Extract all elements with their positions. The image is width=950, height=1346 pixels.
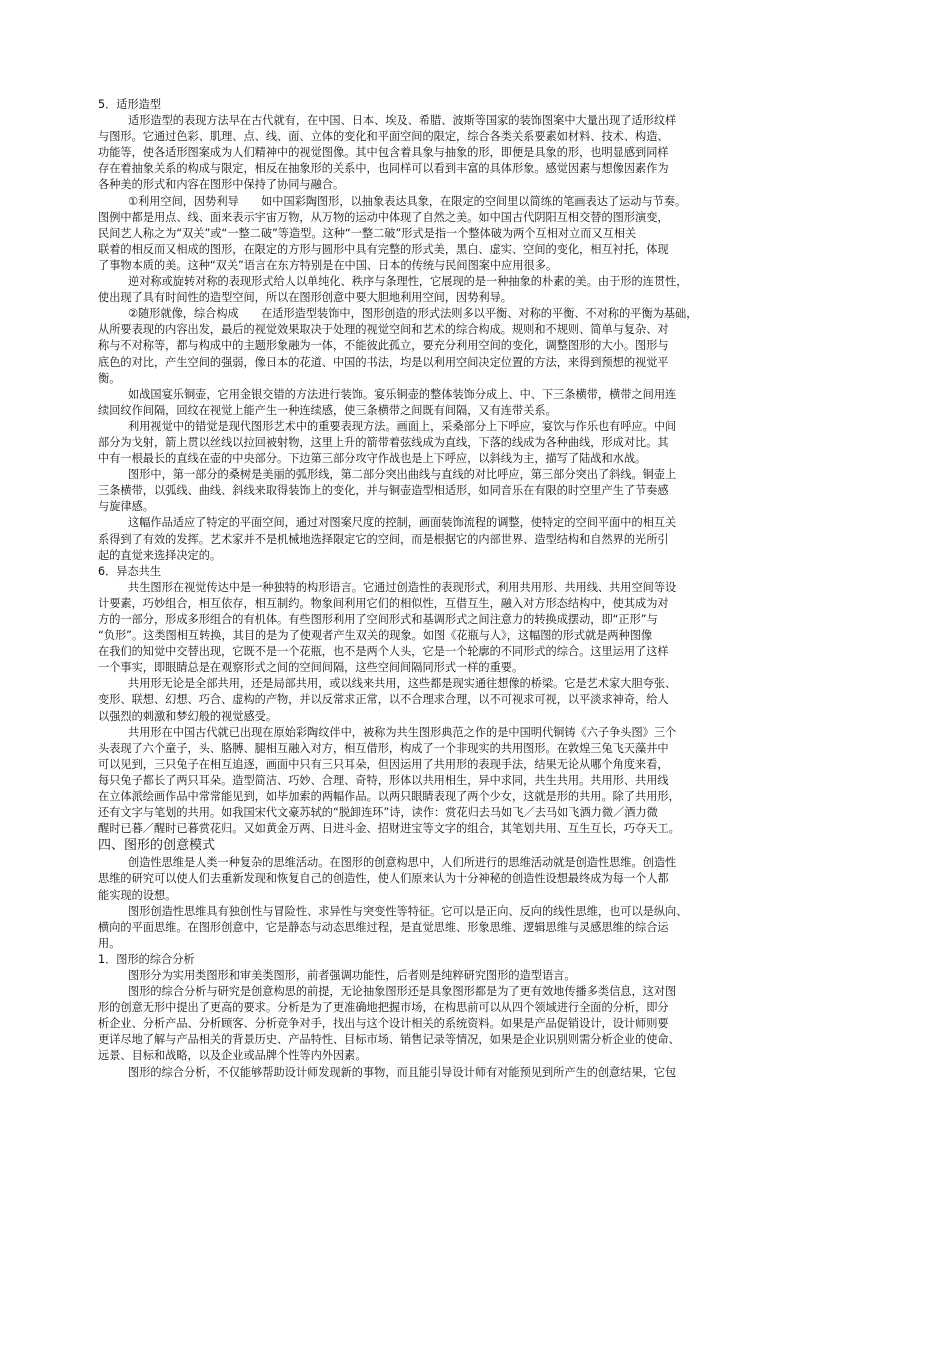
- text-line: 图形中，第一部分的桑树是美丽的弧形线，第二部分突出曲线与直线的对比呼应，第三部分突出了斜线。铜壶上: [128, 468, 677, 482]
- text-line: 部分为戈射，箭上贯以丝线以拉回被射物，这里上升的箭带着弦线成为直线，下落的线成为各种曲线，形成对比。其: [98, 435, 669, 449]
- text-line: 远景、目标和战略，以及企业或品牌个性等内外因素。: [98, 1049, 367, 1063]
- text-line: 图例中都是用点、线、面来表示宇宙万物，从万物的运动中体现了自然之美。如中国古代阴阳互相交替的图形演变，: [98, 210, 669, 224]
- text-line: 横向的平面思维。在图形创意中，它是静态与动态思维过程，是直觉思维、形象思维、逻辑思维与灵感思维的综合运: [98, 920, 669, 934]
- text-line: 共生图形在视觉传达中是一种独特的构形语言。它通过创造性的表现形式，利用共用形、共用线、共用空间等设: [128, 580, 677, 594]
- text-line: 形的创意无形中提出了更高的要求。分析是为了更准确地把握市场，在构思前可以从四个领域进行全面的分析，即分: [98, 1001, 669, 1015]
- text-line: 用。: [98, 936, 121, 950]
- text-line: 了事物本质的美。这种“双关”语言在东方特别是在中国、日本的传统与民间图案中应用很多。: [98, 258, 558, 272]
- text-line: 底色的对比，产生空间的强弱，像日本的花道、中国的书法，均是以利用空间决定位置的方法，来得到预想的视觉平: [98, 355, 669, 369]
- text-line: 适形造型的表现方法早在古代就有，在中国、日本、埃及、希腊、波斯等国家的装饰图案中大量出现了适形纹样: [128, 114, 677, 128]
- text-line: 从所要表现的内容出发，最后的视觉效果取决于处理的视觉空间和艺术的综合构成。规则和不规则、简单与复杂、对: [98, 323, 669, 337]
- text-line: 可以见到，三只兔子在相互追逐，画面中只有三只耳朵，但因运用了共用形的表现手法，结果无论从哪个角度来看，: [98, 757, 669, 771]
- text-line: 析企业、分析产品、分析顾客、分析竞争对手，找出与这个设计相关的系统资料。如果是产品促销设计，设计师则要: [98, 1017, 669, 1031]
- text-line: 这幅作品适应了特定的平面空间，通过对图案尺度的控制，画面装饰流程的调整，使特定的空间平面中的相互关: [128, 516, 677, 530]
- text-line: 系得到了有效的发挥。艺术家并不是机械地选择限定它的空间，而是根据它的内部世界、造型结构和自然界的光所引: [98, 532, 669, 546]
- text-line: 使出现了具有时间性的造型空间，所以在图形创意中要大胆地利用空间，因势利导。: [98, 291, 512, 305]
- text-line: 联着的相反而又相成的图形，在限定的方形与圆形中具有完整的形式美，黑白、虚实、空间的变化，相互衬托，体现: [98, 242, 669, 256]
- text-line: 变形、联想、幻想、巧合、虚构的产物，并以反常求正常，以不合理求合理，以不可视求可视，以平淡求神奇，给人: [98, 693, 669, 707]
- text-line: 能实现的设想。: [98, 888, 177, 902]
- text-line: 方的一部分，形成多形组合的有机体。有些图形利用了空间形式和基调形式之间注意力的转换成摆动，即“正形”与: [98, 613, 658, 626]
- text-line: ①利用空间，因势利导 如中国彩陶图形，以抽象表达具象，在限定的空间里以简练的笔画表达了运动与节奏。: [128, 194, 687, 208]
- text-line: 称与不对称等，都与构成中的主题形象融为一体，不能彼此孤立，要充分利用空间的变化，调整图形的大小。图形与: [98, 339, 669, 353]
- text-line: 如战国宴乐铜壶，它用金银交错的方法进行装饰。宴乐铜壶的整体装饰分成上、中、下三条横带，横带之间用连: [128, 387, 677, 401]
- text-line: 每只兔子都长了两只耳朵。造型简洁、巧妙、合理、奇特，形体以共用相生，异中求同，共生共用。共用形、共用线: [98, 773, 669, 787]
- text-line: 图形的综合分析，不仅能够帮助设计师发现新的事物，而且能引导设计师有对能预见到所产生的创意结果，它包: [128, 1065, 677, 1079]
- text-line: 创造性思维是人类一种复杂的思维活动。在图形的创意构思中，人们所进行的思维活动就是创造性思维。创造性: [128, 856, 677, 870]
- text-line: 共用形无论是全部共用，还是局部共用，或以线来共用，这些都是现实通往想像的桥梁。它是艺术家大胆夸张、: [128, 677, 677, 691]
- text-line: 中有一根最长的直线在壶的中央部分。下边第三部分攻守作战也是上下呼应，以斜线为主，描写了陆战和水战。: [98, 452, 647, 466]
- text-line: 与图形。它通过色彩、肌理、点、线、面、立体的变化和平面空间的限定，综合各类关系要素如材料、技术、构造、: [98, 130, 669, 144]
- subsection-heading: 1．图形的综合分析: [98, 952, 195, 966]
- text-line: 起的直觉来选择决定的。: [98, 548, 222, 562]
- text-line: ②随形就像，综合构成 在适形造型装饰中，图形创造的形式法则多以平衡、对称的平衡、不对称的平衡为基础，: [128, 307, 698, 321]
- text-line: 以强烈的刺激和梦幻般的视觉感受。: [98, 709, 278, 723]
- text-line: 图形分为实用类图形和审美类图形，前者强调功能性，后者则是纯粹研究图形的造型语言。: [128, 968, 576, 982]
- text-line: 图形创造性思维具有独创性与冒险性、求异性与突变性等特征。它可以是正向、反向的线性思维，也可以是纵向、: [128, 904, 688, 918]
- text-line: 利用视觉中的错觉是现代图形艺术中的重要表现方法。画面上，采桑部分上下呼应，宴饮与作乐也有呼应。中间: [128, 419, 677, 433]
- text-line: “负形”。这类图相互转换，其目的是为了使观者产生双关的现象。如图《花瓶与人》，这幅图的形式就是两种图像: [98, 629, 653, 643]
- text-line: 醒时已暮／醒时已暮赏花归。又如黄金万两、日进斗金、招财进宝等文字的组合，其笔划共用、互生互长，巧夺天工。: [98, 822, 680, 836]
- text-line: 与旋律感。: [98, 500, 154, 514]
- subsection-heading: 5．适形造型: [98, 98, 162, 111]
- text-line: 思维的研究可以使人们去重新发现和恢复自己的创造性，使人们原来认为十分神秘的创造性设想最终成为每一个人都: [98, 872, 669, 886]
- text-line: 续回纹作间隔，回纹在视觉上能产生一种连续感，使三条横带之间既有间隔，又有连带关系。: [98, 403, 557, 417]
- document-page: [98, 97, 788, 1081]
- text-line: 更详尽地了解与产品相关的背景历史、产品特性、目标市场、销售记录等情况，如果是企业识别则需分析企业的使命、: [98, 1033, 680, 1047]
- text-line: 三条横带，以弧线、曲线、斜线来取得装饰上的变化，并与铜壶造型相适形，如同音乐在有限的时空里产生了节奏感: [98, 484, 669, 498]
- text-line: 逆对称或旋转对称的表现形式给人以单纯化、秩序与条理性，它展现的是一种抽象的朴素的美。由于形的连贯性，: [128, 275, 688, 289]
- text-line: 图形的综合分析与研究是创意构思的前提，无论抽象图形还是具象图形都是为了更有效地传播多类信息，这对图: [128, 985, 677, 999]
- section-heading: 四、图形的创意模式: [98, 838, 216, 854]
- text-line: 存在着抽象关系的构成与限定，相反在抽象形的关系中，也同样可以看到丰富的具体形象。感觉因素与想像因素作为: [98, 162, 669, 176]
- text-line: 计要素，巧妙组合，相互依存，相互制约。物象间利用它们的相似性，互借互生，融入对方形态结构中，使其成为对: [98, 596, 669, 610]
- text-line: 衡。: [98, 371, 121, 385]
- text-line: 头表现了六个童子，头、胳膊、腿相互融入对方，相互借形，构成了一个非现实的共用图形。在敦煌三兔飞天藻井中: [98, 741, 669, 755]
- text-line: 还有文字与笔划的共用。如我国宋代文豪苏轼的“脱卸连环”诗，读作：赏花归去马如飞／去马如飞酒力微／酒力微: [98, 806, 658, 820]
- text-line: 功能等，使各适形图案成为人们精神中的视觉图像。其中包含着具象与抽象的形，即便是具象的形，也明显感到同样: [98, 146, 669, 160]
- subsection-heading: 6．异态共生: [98, 564, 162, 578]
- text-line: 各种美的形式和内容在图形中保持了协同与融合。: [98, 178, 345, 192]
- text-line: 在我们的知觉中交替出现，它既不是一个花瓶，也不是两个人头，它是一个轮廓的不同形式的综合。这里运用了这样: [98, 645, 669, 659]
- text-line: 在立体派绘画作品中常常能见到，如毕加索的两幅作品。以两只眼睛表现了两个少女，这就是形的共用。除了共用形，: [98, 790, 680, 804]
- text-line: 民间艺人称之为“双关”或“一整二破”等造型。这种“一整二破”形式是指一个整体破为两个互相对立而又互相关: [98, 226, 637, 240]
- text-line: 共用形在中国古代就已出现在原始彩陶纹伴中，被称为共生图形典范之作的是中国明代铜铸《六子争头图》三个: [128, 725, 677, 739]
- text-line: 一个事实，即眼睛总是在观察形式之间的空间间隔，这些空间间隔同形式一样的重要。: [98, 661, 524, 675]
